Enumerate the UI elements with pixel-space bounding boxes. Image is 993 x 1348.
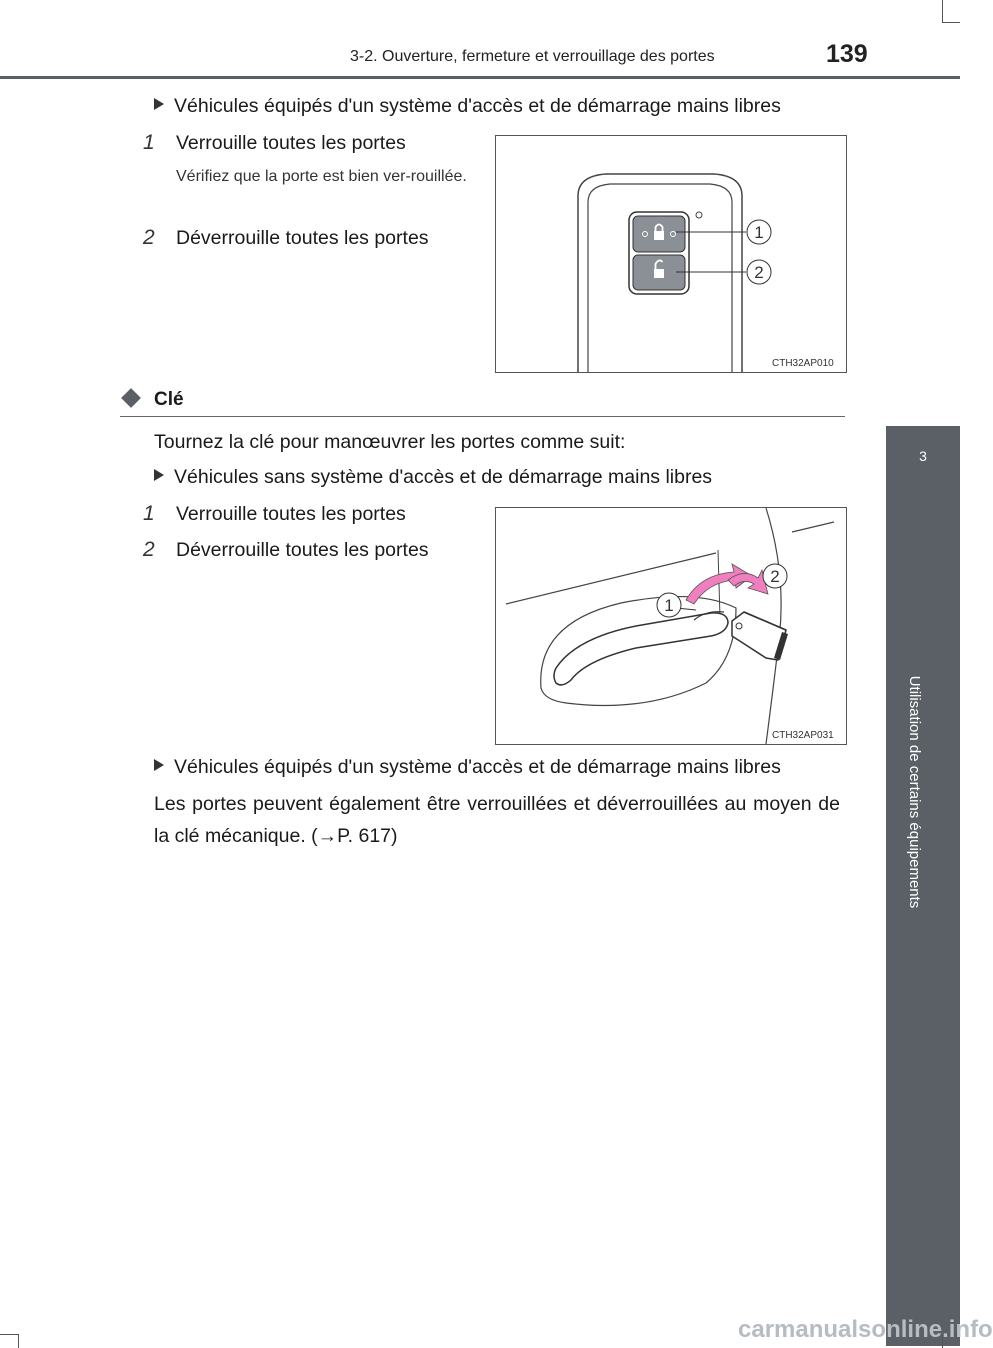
sub-heading: Véhicules sans système d'accès et de démarrage mains libres xyxy=(154,466,712,489)
diamond-bullet-icon xyxy=(121,388,141,408)
item-label: Verrouille toutes les portes xyxy=(176,503,406,525)
body-paragraph: Les portes peuvent également être verrouillées et déverrouillées au moyen de la clé mécanique. (→P. 617) xyxy=(154,793,840,847)
callout-1: 1 xyxy=(754,223,764,242)
crop-mark xyxy=(942,22,960,23)
item-label: Déverrouille toutes les portes xyxy=(176,227,429,249)
callout-2: 2 xyxy=(770,567,780,586)
item-label: Verrouille toutes les portes xyxy=(176,132,406,154)
triangle-bullet-icon xyxy=(154,469,164,481)
callout-1: 1 xyxy=(664,596,674,615)
item-number: 1 xyxy=(143,502,155,525)
section-title: Clé xyxy=(154,389,184,410)
crop-mark xyxy=(942,0,943,22)
sub-heading-2: Véhicules équipés d'un système d'accès et de démarrage mains libres xyxy=(154,756,781,779)
chapter-number: 3 xyxy=(919,448,927,464)
chapter-label: Utilisation de certains équipements xyxy=(906,675,923,909)
item-number: 2 xyxy=(143,538,155,561)
callout-2: 2 xyxy=(754,263,764,282)
item-number: 2 xyxy=(143,226,155,249)
door-key-figure xyxy=(495,507,847,745)
smart-key-heading: Véhicules équipés d'un système d'accès et de démarrage mains libres xyxy=(154,95,781,118)
item-number: 1 xyxy=(143,131,155,154)
watermark: carmanualsonline.info xyxy=(738,1316,993,1343)
figure-code: CTH32AP010 xyxy=(772,358,834,369)
chapter-tab xyxy=(886,426,960,506)
triangle-bullet-icon xyxy=(154,98,164,110)
door-key-illustration xyxy=(496,508,846,744)
figure-code: CTH32AP031 xyxy=(772,730,834,741)
page-number: 139 xyxy=(826,40,868,68)
section-rule xyxy=(120,416,845,417)
item-label: Déverrouille toutes les portes xyxy=(176,539,429,561)
header-rule xyxy=(0,76,960,79)
crop-mark xyxy=(0,1334,18,1335)
header-title: 3-2. Ouverture, fermeture et verrouillage des portes xyxy=(350,48,715,65)
intro-text: Tournez la clé pour manœuvrer les portes comme suit: xyxy=(154,431,626,453)
smart-key-illustration xyxy=(496,136,846,372)
chapter-tab-bar xyxy=(886,506,960,1346)
smart-key-figure xyxy=(495,135,847,373)
note-text: Vérifiez que la porte est bien ver-rouillée. xyxy=(176,168,467,185)
triangle-bullet-icon xyxy=(154,759,164,771)
crop-mark xyxy=(18,1334,19,1348)
